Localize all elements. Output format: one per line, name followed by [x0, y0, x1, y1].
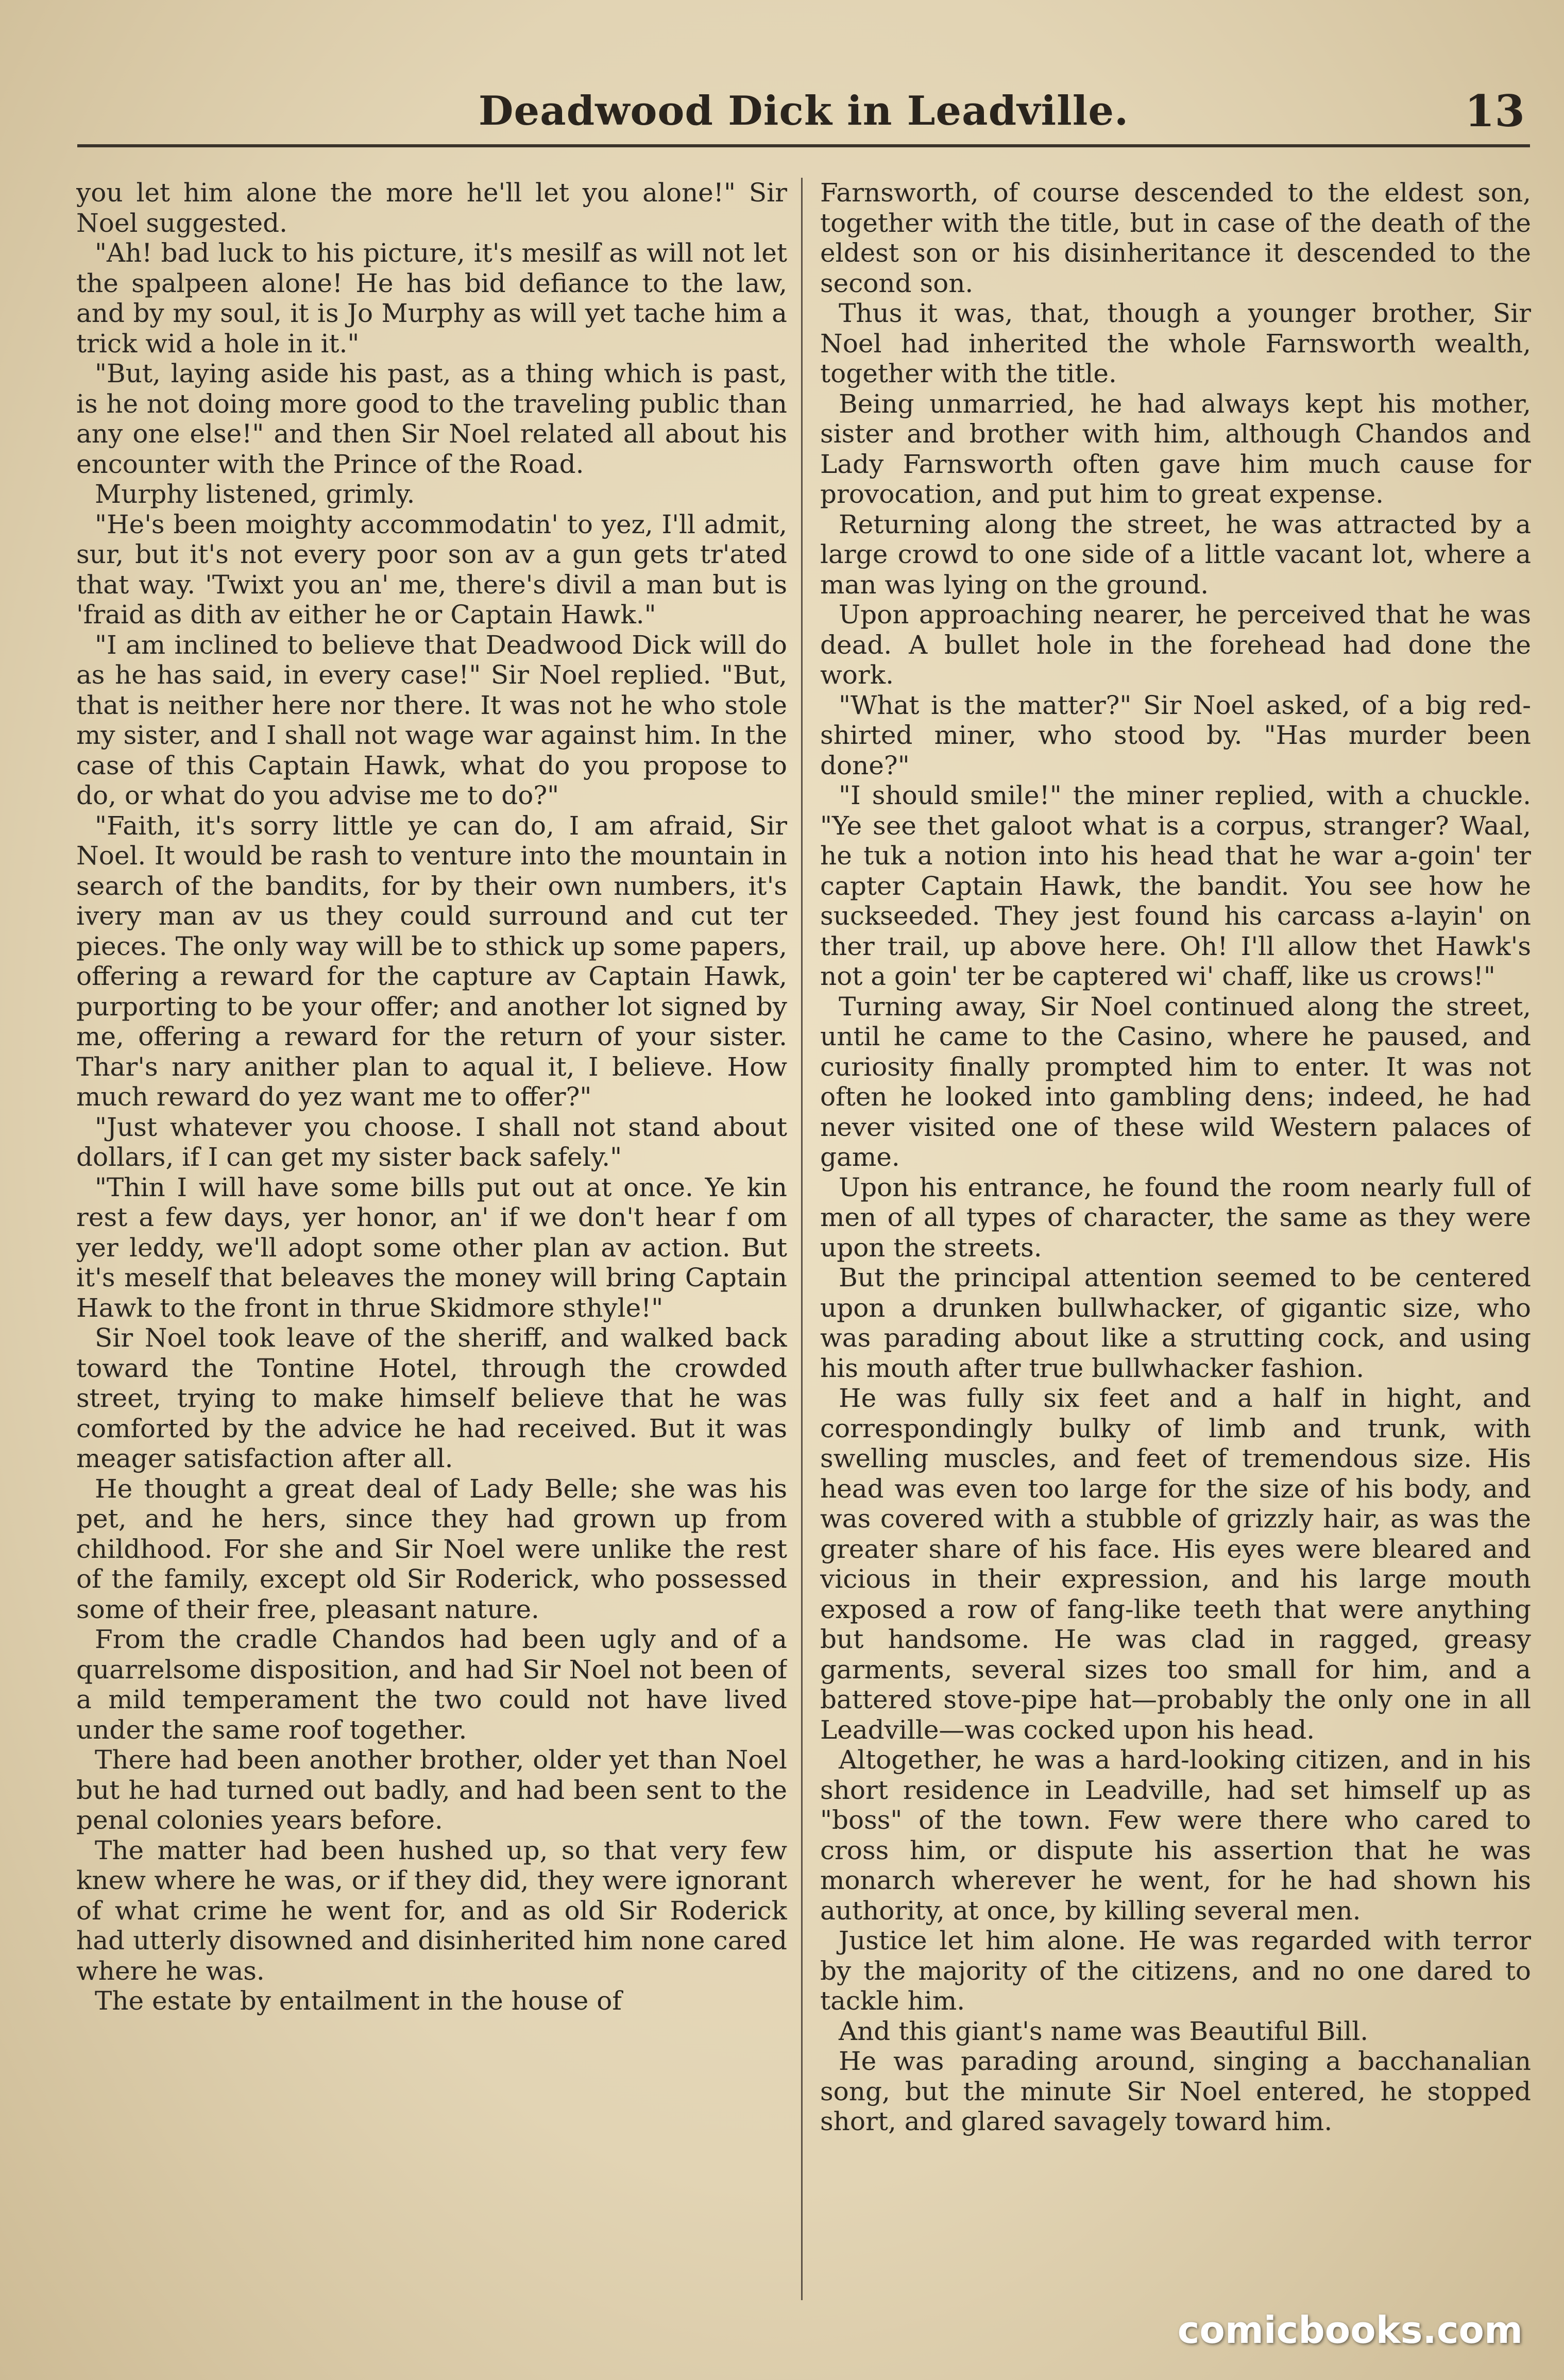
paragraph: Upon approaching nearer, he perceived that he was dead. A bullet hole in the forehead had done the work. [820, 600, 1531, 690]
right-column [820, 178, 1531, 2305]
paragraph: He was fully six feet and a half in hight, and correspondingly bulky of limb and trunk, with swelling muscles, and feet of tremendous size. His head was even too large for the size of his body, and was covered with a stubble of grizzly hair, as was the greater share of his face. His eyes were bleared and vicious in their expression, and his large mouth exposed a row of fang-like teeth that were anything but handsome. He was clad in ragged, greasy garments, several sizes too small for him, and a battered stove-pipe hat—probably the only one in all Leadville—was cocked upon his head. [820, 1383, 1531, 1745]
paragraph: And this giant's name was Beautiful Bill. [839, 2016, 1369, 2046]
paragraph: He thought a great deal of Lady Belle; she was his pet, and he hers, since they had grown up from childhood. For she and Sir Noel were unlike the rest of the family, except old Sir Roderick, who possessed some of their free, pleasant nature. [76, 1473, 787, 1624]
paragraph: Altogether, he was a hard-looking citizen, and in his short residence in Leadville, had set himself up as "boss" of the town. Few were there who cared to cross him, or dispute his assertion that he was monarch wherever he went, for he had shown his authority, at once, by killing several men. [820, 1745, 1531, 1926]
paragraph: "Thin I will have some bills put out at once. Ye kin rest a few days, yer honor, an' if we don't hear f om yer leddy, we'll adopt some other plan av action. But it's meself that beleaves the money will bring Captain Hawk to the front in thrue Skidmore sthyle!" [76, 1172, 787, 1323]
paragraph: you let him alone the more he'll let you alone!" Sir Noel suggested. [76, 178, 787, 238]
paragraph: There had been another brother, older yet than Noel but he had turned out badly, and had been sent to the penal colonies years before. [76, 1745, 787, 1835]
paragraph: But the principal attention seemed to be centered upon a drunken bullwhacker, of gigantic size, who was parading about like a strutting cock, and using his mouth after true bullwhacker fashion. [820, 1263, 1531, 1383]
paragraph: Upon his entrance, he found the room nearly full of men of all types of character, the same as they were upon the streets. [820, 1172, 1531, 1263]
paragraph: Thus it was, that, though a younger brother, Sir Noel had inherited the whole Farnsworth wealth, together with the title. [820, 298, 1531, 388]
paragraph: From the cradle Chandos had been ugly and of a quarrelsome disposition, and had Sir Noel not been of a mild temperament the two could not have lived under the same roof together. [76, 1624, 787, 1745]
paragraph: "Faith, it's sorry little ye can do, I am afraid, Sir Noel. It would be rash to venture into the mountain in search of the bandits, for by their own numbers, it's ivery man av us they could surround and cut ter pieces. The only way will be to sthick up some papers, offering a reward for the capture av Captain Hawk, purporting to be your offer; and another lot signed by me, offering a reward for the return of your sister. Thar's nary anither plan to aqual it, I believe. How much reward do yez want me to offer?" [76, 810, 787, 1112]
paragraph: "But, laying aside his past, as a thing which is past, is he not doing more good to the traveling public than any one else!" and then Sir Noel related all about his encounter with the Prince of the Road. [76, 359, 787, 479]
paragraph: "I am inclined to believe that Deadwood Dick will do as he has said, in every case!" Sir Noel replied. "But, that is neither here nor there. It was not he who stole my sister, and I shall not wage war against him. In the case of this Captain Hawk, what do you propose to do, or what do you advise me to do?" [76, 630, 787, 810]
paragraph: He was parading around, singing a bacchanalian song, but the minute Sir Noel entered, he stopped short, and glared savagely toward him. [820, 2046, 1531, 2136]
paragraph: "Ah! bad luck to his picture, it's mesilf as will not let the spalpeen alone! He has bid defiance to the law, and by my soul, it is Jo Murphy as will yet tache him a trick wid a hole in it." [76, 238, 787, 359]
page-header [77, 82, 1530, 147]
paragraph: Being unmarried, he had always kept his mother, sister and brother with him, although Chandos and Lady Farnsworth often gave him much cause for provocation, and put him to great expense. [820, 388, 1531, 509]
paragraph: "What is the matter?" Sir Noel asked, of a big red-shirted miner, who stood by. "Has murder been done?" [820, 690, 1531, 780]
paragraph: Justice let him alone. He was regarded with terror by the majority of the citizens, and no one dared to tackle him. [820, 1926, 1531, 2016]
page-number: 13 [1465, 86, 1525, 137]
paragraph: "I should smile!" the miner replied, with a chuckle. "Ye see thet galoot what is a corpus, stranger? Waal, he tuk a notion into his head that he war a-goin' ter capter Captain Hawk, the bandit. You see how he suckseeded. They jest found his carcass a-layin' on ther trail, up above here. Oh! I'll allow thet Hawk's not a goin' ter be captered wi' chaff, like us crows!" [820, 780, 1531, 991]
paragraph: Farnsworth, of course descended to the eldest son, together with the title, but in case of the death of the eldest son or his disinheritance it descended to the second son. [820, 178, 1531, 298]
left-column [76, 178, 787, 2305]
paragraph: Turning away, Sir Noel continued along the street, until he came to the Casino, where he paused, and curiosity finally prompted him to enter. It was not often he looked into gambling dens; indeed, he had never visited one of these wild Western palaces of game. [820, 991, 1531, 1172]
paragraph: The estate by entailment in the house of [95, 1986, 622, 2016]
paragraph: Sir Noel took leave of the sheriff, and walked back toward the Tontine Hotel, through the crowded street, trying to make himself believe that he was comforted by the advice he had received. But it was meager satisfaction after all. [76, 1323, 787, 1473]
paragraph: Murphy listened, grimly. [95, 479, 415, 509]
paragraph: The matter had been hushed up, so that very few knew where he was, or if they did, they were ignorant of what crime he went for, and as old Sir Roderick had utterly disowned and disinherited him none cared where he was. [76, 1835, 787, 1986]
watermark: comicbooks.com [1177, 2308, 1523, 2352]
paragraph: "He's been moighty accommodatin' to yez, I'll admit, sur, but it's not every poor son av a gun gets tr'ated that way. 'Twixt you an' me, there's divil a man but is 'fraid as dith av either he or Captain Hawk." [76, 509, 787, 630]
paragraph: Returning along the street, he was attracted by a large crowd to one side of a little vacant lot, where a man was lying on the ground. [820, 509, 1531, 600]
column-divider [801, 178, 803, 2300]
running-title: Deadwood Dick in Leadville. [478, 88, 1129, 134]
paragraph: "Just whatever you choose. I shall not stand about dollars, if I can get my sister back safely." [76, 1112, 787, 1172]
